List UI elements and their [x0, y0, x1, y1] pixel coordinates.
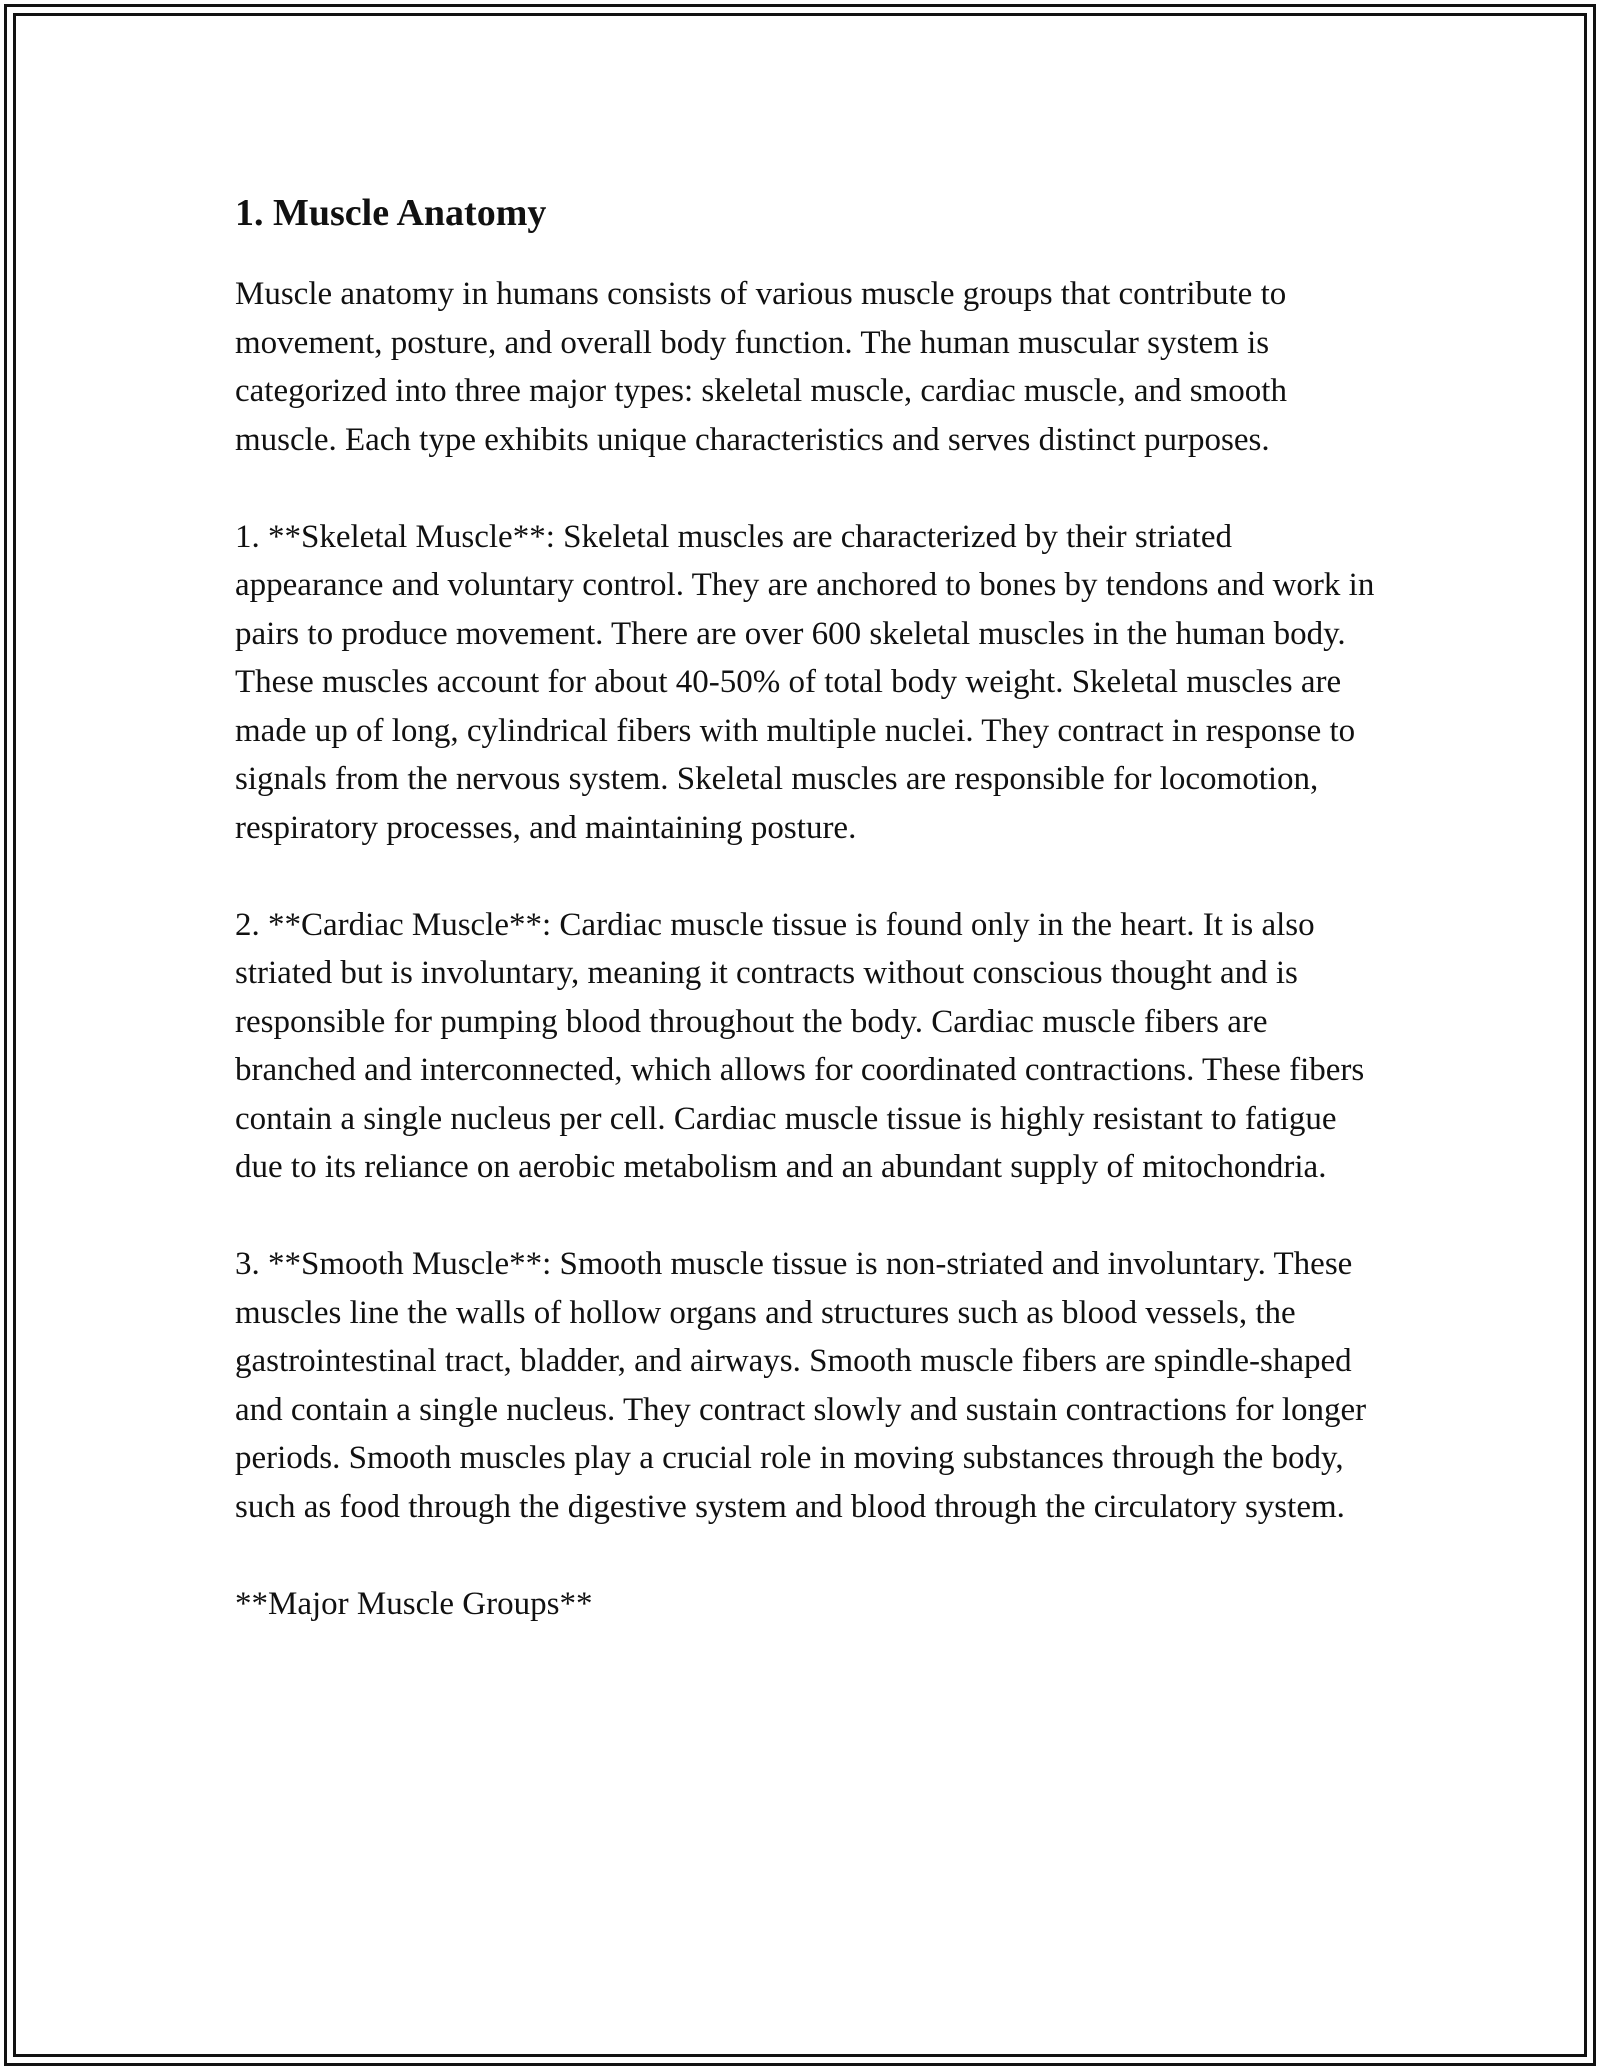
cardiac-muscle-paragraph: 2. **Cardiac Muscle**: Cardiac muscle tissue is found only in the heart. It is also striated but is involuntary, meaning it contracts without conscious thought and is responsible for pumping blood throughout the body. Cardiac muscle fibers are branched and interconnected, which allows for coordinated contractions. These fibers contain a single nucleus per cell. Cardiac muscle tissue is highly resistant to fatigue due to its reliance on aerobic metabolism and an abundant supply of mitochondria. [235, 906, 1365, 1185]
intro-paragraph: Muscle anatomy in humans consists of various muscle groups that contribute to movement, posture, and overall body function. The human muscular system is categorized into three major types: skeletal muscle, cardiac muscle, and smooth muscle. Each type exhibits unique characteristics and serves distinct purposes. [235, 276, 1287, 458]
section-heading: 1. Muscle Anatomy [235, 192, 547, 234]
smooth-muscle-paragraph: 3. **Smooth Muscle**: Smooth muscle tissue is non-striated and involuntary. These muscles line the walls of hollow organs and structures such as blood vessels, the gastrointestinal tract, bladder, and airways. Smooth muscle fibers are spindle-shaped and contain a single nucleus. They contract slowly and sustain contractions for longer periods. Smooth muscles play a crucial role in moving substances through the body, such as food through the digestive system and blood through the circulatory system. [235, 1246, 1367, 1525]
major-muscle-groups-line: **Major Muscle Groups** [235, 1585, 593, 1622]
document-body [235, 186, 1375, 1628]
skeletal-muscle-paragraph: 1. **Skeletal Muscle**: Skeletal muscles are characterized by their striated appearance and voluntary control. They are anchored to bones by tendons and work in pairs to produce movement. There are over 600 skeletal muscles in the human body. These muscles account for about 40-50% of total body weight. Skeletal muscles are made up of long, cylindrical fibers with multiple nuclei. They contract in response to signals from the nervous system. Skeletal muscles are responsible for locomotion, respiratory processes, and maintaining posture. [235, 518, 1375, 846]
